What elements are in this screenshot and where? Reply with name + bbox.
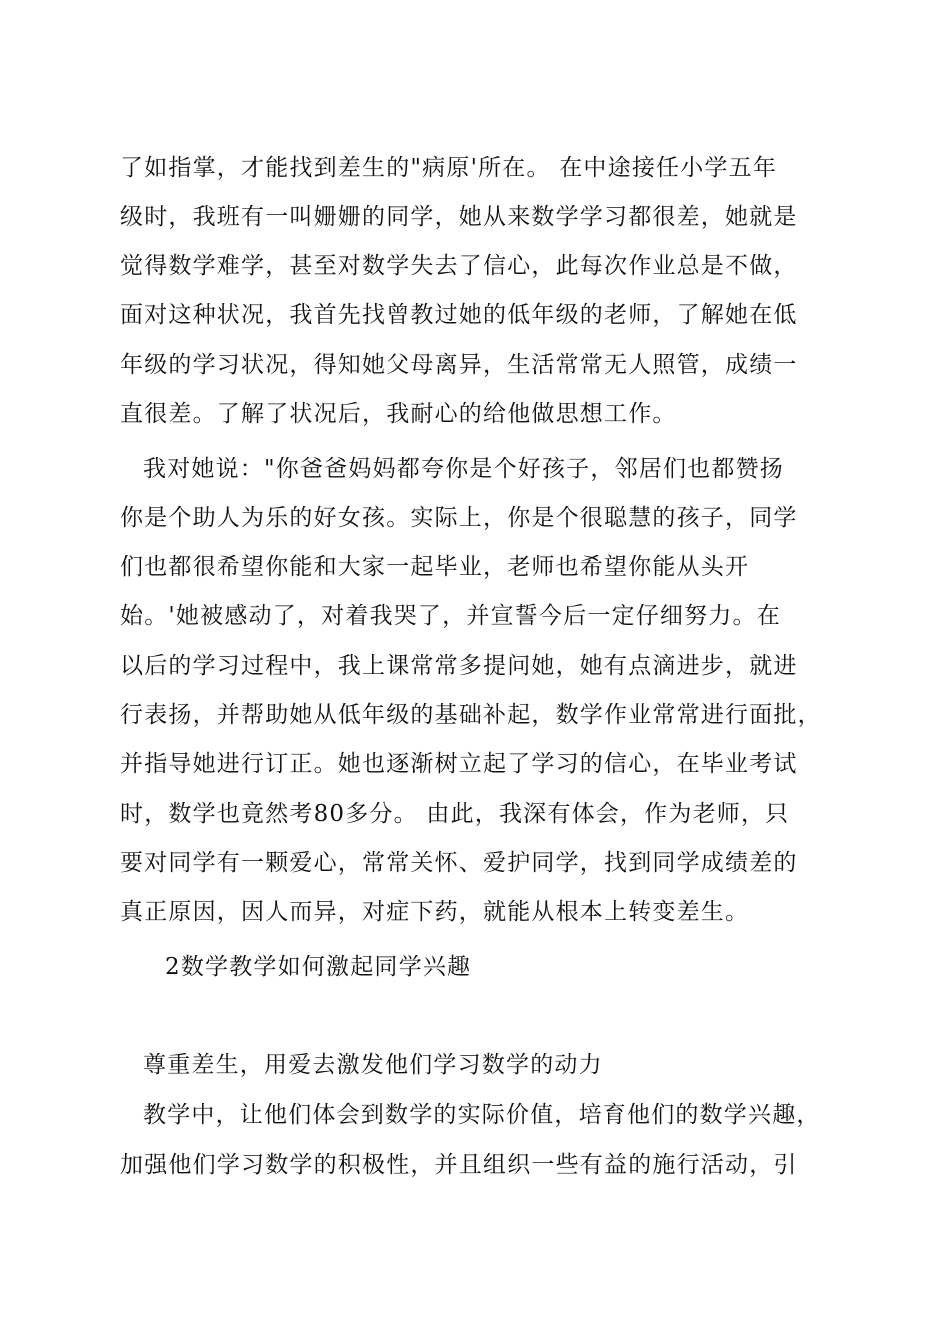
text-line-8: 你是个助人为乐的好女孩。实际上，你是个很聪慧的孩子，同学: [120, 505, 798, 531]
paragraph-start-line: 我对她说："你爸爸妈妈都夸你是个好孩子，邻居们也都赞扬: [143, 456, 784, 482]
text-line-15: 要对同学有一颗爱心，常常关怀、爱护同学，找到同学成绩差的: [120, 850, 798, 876]
text-line-12: 行表扬，并帮助她从低年级的基础补起，数学作业常常进行面批，: [120, 702, 822, 728]
text-line-16: 真正原因，因人而异，对症下药，就能从根本上转变差生。: [120, 899, 750, 925]
text-line-9: 们也都很希望你能和大家一起毕业，老师也希望你能从头开: [120, 554, 750, 580]
text-line-2: 级时，我班有一叫姗姗的同学，她从来数学学习都很差，她就是: [120, 204, 798, 230]
text-line-6: 直很差。了解了状况后，我耐心的给他做思想工作。: [120, 401, 677, 427]
section-heading: 2数学教学如何激起同学兴趣: [165, 954, 472, 980]
text-line-11: 以后的学习过程中，我上课常常多提问她，她有点滴进步，就进: [120, 653, 798, 679]
subheading-line: 尊重差生，用爱去激发他们学习数学的动力: [143, 1052, 603, 1078]
text-line-1: 了如指掌，才能找到差生的"病原'所在。 在中途接任小学五年: [120, 155, 778, 181]
text-line-19: 教学中，让他们体会到数学的实际价值，培育他们的数学兴趣，: [143, 1102, 821, 1128]
text-line-13: 并指导她进行订正。她也逐渐树立起了学习的信心，在毕业考试: [120, 751, 798, 777]
text-line-3: 觉得数学难学，甚至对数学失去了信心，此每次作业总是不做，: [120, 253, 798, 279]
text-line-14: 时，数学也竟然考80多分。 由此，我深有体会，作为老师，只: [120, 801, 790, 827]
text-line-5: 年级的学习状况，得知她父母离异，生活常常无人照管，成绩一: [120, 352, 798, 378]
text-line-4: 面对这种状况，我首先找曾教过她的低年级的老师，了解她在低: [120, 302, 798, 328]
text-line-10: 始。'她被感动了，对着我哭了，并宣誓今后一定仔细努力。在: [120, 603, 781, 629]
text-line-20: 加强他们学习数学的积极性，并且组织一些有益的施行活动，引: [120, 1152, 798, 1178]
